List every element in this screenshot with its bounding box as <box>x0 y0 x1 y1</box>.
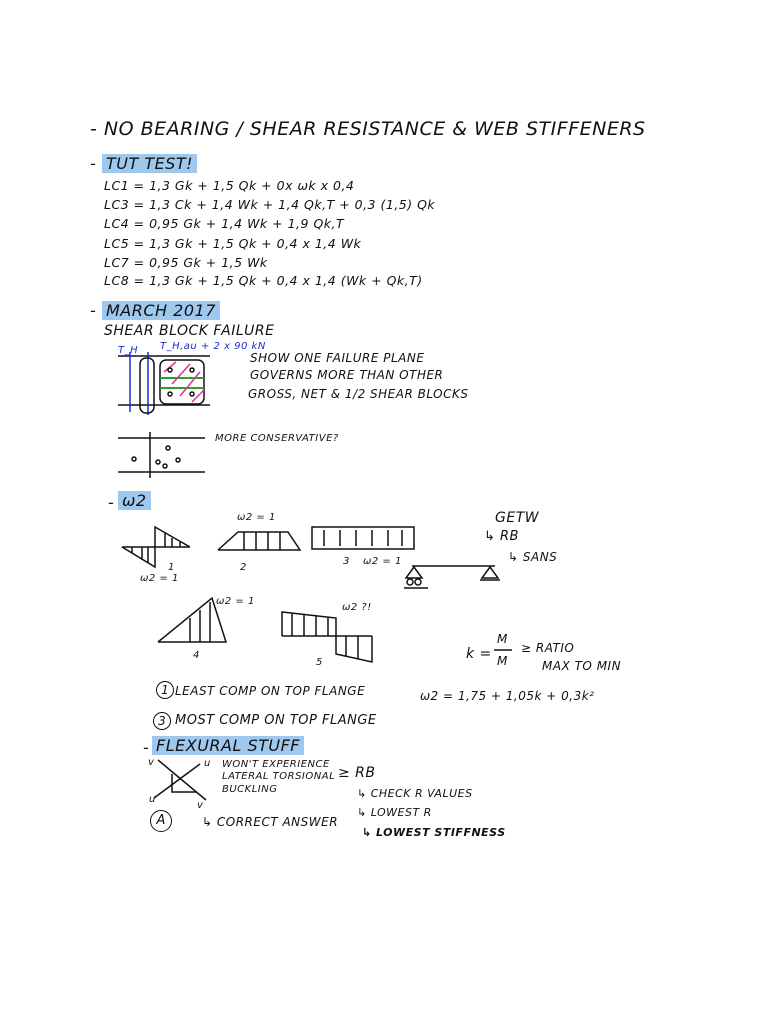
k-ratio: ≥ RATIO <box>521 641 575 655</box>
page-title: - NO BEARING / SHEAR RESISTANCE & WEB STIFFENERS <box>90 118 646 140</box>
diagram-3-label: ω2 = 1 <box>363 556 402 567</box>
lc-line-2: LC3 = 1,3 Ck + 1,4 Wk + 1,4 Qk,T + 0,3 (1,5) Qk <box>104 197 436 212</box>
axis-label-v-bottom: v <box>197 800 204 811</box>
tension-label-right: T_H,au + 2 x 90 kN <box>160 341 266 352</box>
lc-line-1: LC1 = 1,3 Gk + 1,5 Qk + 0x ωk x 0,4 <box>104 178 355 193</box>
shear-block-heading: SHEAR BLOCK FAILURE <box>104 323 275 339</box>
k-denominator: M <box>497 654 508 668</box>
shear-note-1: SHOW ONE FAILURE PLANE <box>250 351 425 365</box>
getw-label: GETW <box>495 510 540 526</box>
rb-item-1: ↳ CHECK R VALUES <box>357 787 473 800</box>
axis-label-u-bottom: u <box>149 794 156 805</box>
shear-note-2: GOVERNS MORE THAN OTHER <box>250 368 444 382</box>
moment-diagram-1 <box>122 527 190 567</box>
answer-1-text: LEAST COMP ON TOP FLANGE <box>175 684 366 698</box>
k-lhs: k = <box>466 646 492 662</box>
march-dash: - <box>90 301 97 320</box>
correct-answer-text: ↳ CORRECT ANSWER <box>202 815 339 829</box>
diagram-2-number: 2 <box>240 562 247 573</box>
bolt-plate-sketch <box>118 432 205 478</box>
answer-a-circle: A <box>150 810 172 832</box>
simply-supported-beam <box>404 566 500 588</box>
diagram-2-label: ω2 = 1 <box>237 512 276 523</box>
moment-diagram-2 <box>218 532 300 550</box>
lc-line-4: LC5 = 1,3 Gk + 1,5 Qk + 0,4 x 1,4 Wk <box>104 236 362 251</box>
shear-block-sketch <box>118 352 210 415</box>
answer-1-number: 1 <box>156 681 174 699</box>
angle-section-sketch <box>154 760 206 800</box>
rb-item-3: ↳ LOWEST STIFFNESS <box>362 826 506 839</box>
lc-line-3: LC4 = 0,95 Gk + 1,4 Wk + 1,9 Qk,T <box>104 216 345 231</box>
ltb-note-2: LATERAL TORSIONAL <box>222 771 336 782</box>
diagram-5-label: ω2 ?! <box>342 602 372 613</box>
moment-diagram-4 <box>158 598 226 642</box>
conservative-question: MORE CONSERVATIVE? <box>215 433 339 444</box>
getw-rb: ↳ RB <box>484 529 519 544</box>
diagram-5-number: 5 <box>316 657 323 668</box>
rb-item-2: ↳ LOWEST R <box>357 806 432 819</box>
answer-3-number: 3 <box>153 712 171 730</box>
diagram-3-number: 3 <box>343 556 350 567</box>
lc-line-6: LC8 = 1,3 Gk + 1,5 Qk + 0,4 x 1,4 (Wk + Qk,T) <box>104 273 423 288</box>
rb-label: ≥ RB <box>338 765 376 781</box>
ltb-note-1: WON'T EXPERIENCE <box>222 759 330 770</box>
axis-label-u-top: u <box>204 758 211 769</box>
ltb-note-3: BUCKLING <box>222 784 278 795</box>
moment-diagram-3 <box>312 527 414 549</box>
flexural-heading: FLEXURAL STUFF <box>152 736 304 755</box>
tut-test-dash: - <box>90 154 97 173</box>
diagram-1-number: 1 <box>168 562 175 573</box>
flexural-dash: - <box>143 738 150 757</box>
w2-heading: ω2 <box>118 491 151 510</box>
axis-label-v-top: v <box>148 757 155 768</box>
tut-test-heading: TUT TEST! <box>102 154 197 173</box>
w2-dash: - <box>108 493 115 512</box>
answer-3-text: MOST COMP ON TOP FLANGE <box>175 713 377 728</box>
getw-sans: ↳ SANS <box>508 550 558 564</box>
k-numerator: M <box>497 632 508 646</box>
k-max-to-min: MAX TO MIN <box>542 659 622 673</box>
moment-diagram-5 <box>282 612 372 662</box>
w2-formula: ω2 = 1,75 + 1,05k + 0,3k² <box>420 689 595 703</box>
diagram-4-number: 4 <box>193 650 200 661</box>
march-heading: MARCH 2017 <box>102 301 220 320</box>
diagram-1-label: ω2 = 1 <box>140 573 179 584</box>
diagram-4-label: ω2 = 1 <box>216 596 255 607</box>
tension-label-left: T_H <box>118 345 139 356</box>
lc-line-5: LC7 = 0,95 Gk + 1,5 Wk <box>104 255 268 270</box>
shear-note-3: GROSS, NET & 1/2 SHEAR BLOCKS <box>248 387 469 401</box>
